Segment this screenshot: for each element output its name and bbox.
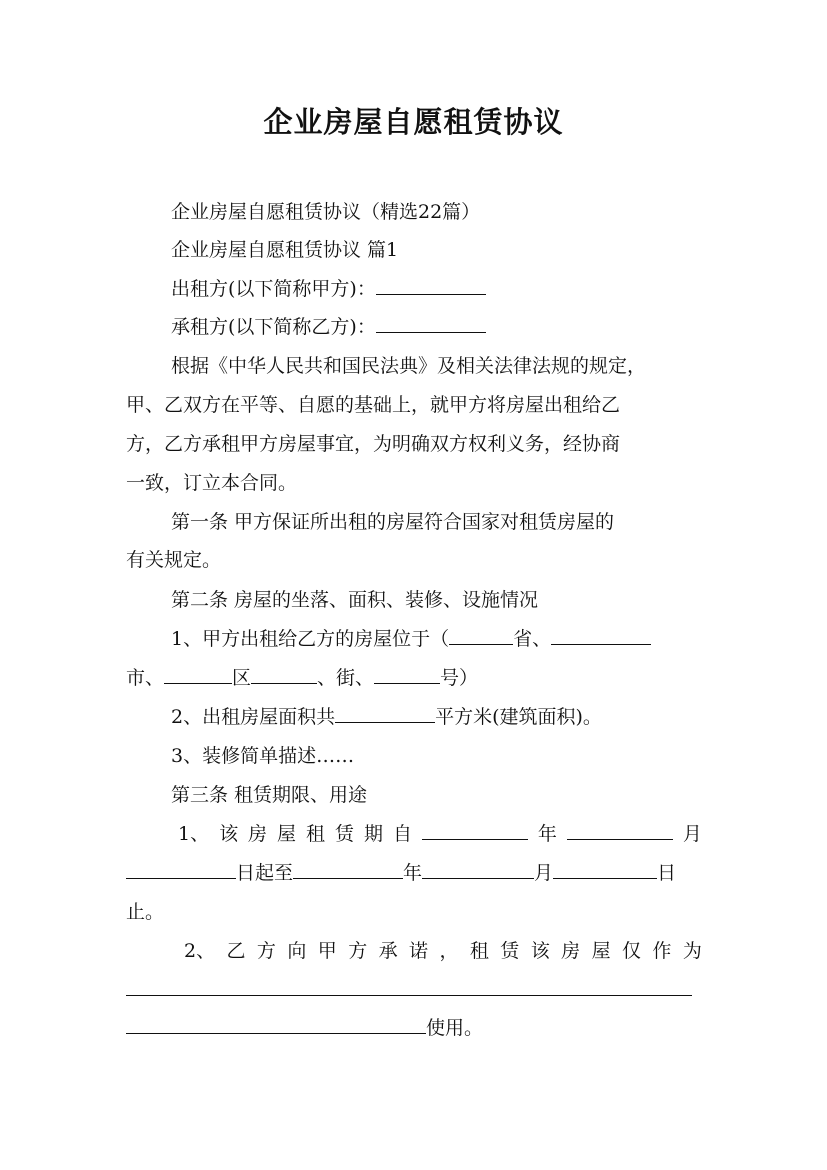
a3-item2-char: 作 xyxy=(652,940,672,962)
article1-line: 第一条 甲方保证所出租的房屋符合国家对租赁房屋的 xyxy=(171,511,615,533)
a3-item2-char: 承 xyxy=(378,940,398,962)
day-label: 日 xyxy=(657,862,677,884)
lessee-blank xyxy=(376,315,486,333)
month-label: 月 xyxy=(682,823,702,845)
a3-item2-line1 xyxy=(184,939,702,963)
lessee-line xyxy=(171,315,702,339)
province-blank xyxy=(449,627,513,645)
a3-item1-line3: 止。 xyxy=(126,901,165,923)
lessor-blank xyxy=(376,277,486,295)
a3-item1-char: 1、 xyxy=(178,823,210,845)
piece-heading: 企业房屋自愿租赁协议 篇1 xyxy=(171,239,399,261)
start-day-blank xyxy=(126,861,236,879)
preamble-line: 甲、乙双方在平等、自愿的基础上，就甲方将房屋出租给乙 xyxy=(126,394,621,416)
a3-item2-char: 方 xyxy=(256,940,276,962)
day-from-label: 日起至 xyxy=(236,862,294,884)
use-blank xyxy=(126,1016,426,1034)
a3-item1-char: 期 xyxy=(363,823,383,845)
a3-item2-char: 向 xyxy=(287,940,307,962)
province-label: 省、 xyxy=(513,628,552,650)
a3-item2-char: ， xyxy=(439,940,459,962)
a2-item2-unit: 平方米(建筑面积)。 xyxy=(435,706,602,728)
a3-item2-char: 该 xyxy=(530,940,550,962)
district-blank xyxy=(164,666,232,684)
city-blank xyxy=(551,627,651,645)
a3-item2-line3 xyxy=(126,1016,702,1040)
document-title: 企业房屋自愿租赁协议 xyxy=(263,105,564,139)
a2-item3: 3、装修简单描述…… xyxy=(171,745,355,767)
lessor-line xyxy=(171,277,702,301)
a3-item2-char: 2、 xyxy=(184,940,216,962)
article1-line: 有关规定。 xyxy=(126,549,222,571)
number-blank xyxy=(374,666,440,684)
preamble-line: 一致，订立本合同。 xyxy=(126,472,298,494)
a3-item2-char: 赁 xyxy=(500,940,520,962)
use-blank-line xyxy=(126,995,692,996)
month-label: 月 xyxy=(534,862,554,884)
city-label: 市、 xyxy=(126,667,165,689)
a2-item2-text: 2、出租房屋面积共 xyxy=(171,706,336,728)
a2-item1-line2 xyxy=(126,666,702,690)
start-month-blank xyxy=(567,822,673,840)
street-label: 、街、 xyxy=(317,667,375,689)
a3-item1-line1 xyxy=(178,822,702,846)
preamble-line: 根据《中华人民共和国民法典》及相关法律法规的规定， xyxy=(171,355,647,377)
a2-item2 xyxy=(171,705,702,729)
year-label: 年 xyxy=(537,823,557,845)
a3-item1-char: 租 xyxy=(306,823,326,845)
a3-item2-char: 仅 xyxy=(621,940,641,962)
preamble-line: 方，乙方承租甲方房屋事宜，为明确双方权利义务，经协商 xyxy=(126,433,621,455)
a3-item1-char: 赁 xyxy=(335,823,355,845)
a3-item2-char: 租 xyxy=(469,940,489,962)
a3-item2-char: 诺 xyxy=(409,940,429,962)
a3-item2-char: 甲 xyxy=(317,940,337,962)
a3-item1-char: 该 xyxy=(219,823,239,845)
article3-heading: 第三条 租赁期限、用途 xyxy=(171,784,368,806)
end-month-blank xyxy=(422,861,534,879)
end-year-blank xyxy=(293,861,403,879)
subtitle: 企业房屋自愿租赁协议（精选22篇） xyxy=(171,201,481,223)
year-label: 年 xyxy=(403,862,423,884)
use-label: 使用。 xyxy=(426,1017,484,1039)
a3-item1-char: 屋 xyxy=(277,823,297,845)
a3-item2-char: 为 xyxy=(682,940,702,962)
number-label: 号） xyxy=(440,667,479,689)
article2-heading: 第二条 房屋的坐落、面积、装修、设施情况 xyxy=(171,589,539,611)
road-blank xyxy=(251,666,317,684)
a3-item2-char: 房 xyxy=(561,940,581,962)
a3-item2-char: 乙 xyxy=(226,940,246,962)
a2-item1-text: 1、甲方出租给乙方的房屋位于（ xyxy=(171,628,450,650)
a3-item2-char: 屋 xyxy=(591,940,611,962)
start-year-blank xyxy=(422,822,528,840)
a3-item1-line2 xyxy=(126,861,702,885)
lessor-label: 出租方(以下简称甲方)： xyxy=(171,278,376,300)
a2-item1-line1 xyxy=(171,627,702,651)
end-day-blank xyxy=(553,861,657,879)
district-label: 区 xyxy=(232,667,252,689)
a3-item1-char: 自 xyxy=(392,823,412,845)
lessee-label: 承租方(以下简称乙方)： xyxy=(171,316,376,338)
a3-item1-char: 房 xyxy=(248,823,268,845)
area-blank xyxy=(335,705,435,723)
a3-item2-char: 方 xyxy=(348,940,368,962)
